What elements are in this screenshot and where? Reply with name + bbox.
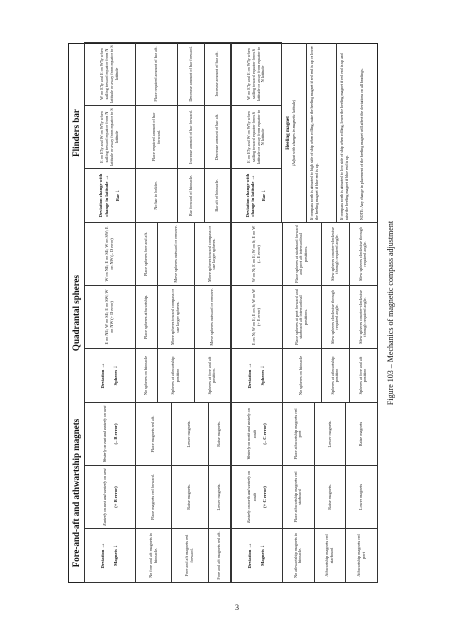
cell: Fore and aft magnets red forward.	[172, 529, 208, 583]
cell: Spheres at athwartship position	[321, 349, 349, 403]
arrow-down-icon: ↓	[260, 365, 266, 369]
fb2-header-label	[232, 169, 282, 223]
cell: Place spheres fore and aft.	[136, 223, 158, 286]
table-row	[136, 43, 178, 223]
cell: Spheres at fore and aft position.	[194, 349, 230, 403]
cell: Bar forward of binnacle.	[178, 169, 204, 223]
fb-col-2: W on E'ly and E on W'ly when sailing toward equator from N latitude or away from equator to S latitude	[85, 43, 136, 106]
page-number: 3	[235, 603, 239, 612]
divider	[336, 43, 337, 223]
cell: Raise magnets.	[314, 466, 346, 529]
fa-south-err: (– C error)	[262, 423, 268, 445]
cell: Place spheres at port forward and starboard aft intercardinal positions.	[283, 286, 322, 349]
q-col-d-minus: W on NE; E on SE; W on SW; E on NW (– D error)	[85, 223, 136, 286]
cell: Raise magnets.	[208, 403, 230, 466]
fa-col-south	[232, 403, 283, 466]
fa-south: Westerly on north and easterly on south	[247, 408, 257, 460]
cell: Place required amount of bar forward.	[136, 106, 178, 169]
heeling-block	[286, 45, 297, 221]
cell: Spheres at fore and aft position	[349, 349, 377, 403]
heeling-note-1: If compass north is attracted to high side of ship when rolling, raise the heeling magnet if red end is up or lower the heeling magnet if blue end is up.	[310, 46, 319, 220]
fa-c-magnets-label: Magnets	[260, 549, 265, 566]
fa-col-west	[85, 403, 136, 466]
arrow-down-icon: ↓	[260, 545, 266, 548]
table-row	[208, 403, 230, 583]
cell: No fore and aft magnets in binnacle.	[136, 529, 172, 583]
fb2-deviation-label: Deviation change with change in latitude	[244, 173, 256, 218]
arrow-right-icon: →	[250, 174, 257, 181]
cell: Move spheres toward compass or use larger spheres.	[158, 286, 194, 349]
cell: Lower magnets	[346, 466, 378, 529]
q-spheres-label: Spheres	[113, 369, 118, 386]
table-row	[283, 403, 315, 583]
cell: Slew spheres clockwise through required angle.	[349, 223, 377, 286]
fa-west-err: (– B error)	[112, 423, 118, 445]
table-row	[349, 223, 377, 403]
cell: Slew spheres counter-clockwise through required angle.	[349, 286, 377, 349]
cell: Raise magnets.	[172, 466, 208, 529]
cell: Bar aft of binnacle.	[204, 169, 230, 223]
table-row	[314, 403, 346, 583]
flinders-title: Flinders bar	[71, 109, 81, 157]
arrow-right-icon: →	[247, 362, 254, 369]
arrow-right-icon: →	[100, 362, 107, 369]
arrow-down-icon: ↓	[114, 189, 121, 193]
heeling-subtitle: (Adjust with changes in magnetic latitude)	[292, 99, 296, 167]
figure-caption: Figure 103 – Mechanics of magnetic compass adjustment	[386, 220, 395, 406]
cell: Place required amount of bar aft.	[136, 43, 178, 106]
cell: Place athwartship magnets red port	[283, 403, 315, 466]
cell: Place athwartship magnets red starboard	[283, 466, 315, 529]
fa-col-north	[232, 466, 283, 529]
heeling-note-2: If compass north is attracted to low side of ship when rolling, lower the heeling magnet if red end is up and raise the heeling magnet if blue end is up.	[340, 53, 349, 220]
table-row	[178, 43, 204, 223]
cell: Raise magnets	[346, 403, 378, 466]
fb-header-label	[85, 169, 136, 223]
cell: No athwartship magnets in binnacle.	[283, 529, 315, 583]
cell: No spheres on binnacle	[136, 349, 158, 403]
cell: Slew spheres counter-clockwise through required angle.	[321, 223, 349, 286]
cell: No bar in holder.	[136, 169, 178, 223]
q-e-deviation-label: Deviation	[247, 369, 253, 389]
cell: Spheres at athwartship position	[158, 349, 194, 403]
cell: Place spheres athwartship.	[136, 286, 158, 349]
cell: Decrease amount of bar forward.	[178, 43, 204, 106]
arrow-right-icon: →	[100, 542, 107, 549]
fa-c-header-label	[232, 529, 283, 583]
arrow-down-icon: ↓	[113, 365, 119, 369]
table-row	[194, 223, 230, 403]
fb-deviation-label: Deviation change with change in latitude	[98, 173, 109, 218]
q-col-e-minus: W on N; E on E; W on S; E on W (– E error)	[232, 223, 283, 286]
cell: No spheres on binnacle	[283, 349, 322, 403]
flinders-table	[84, 42, 231, 223]
fa-north-err: (+ C error)	[262, 486, 268, 508]
quadrantal-d-table	[84, 222, 231, 403]
cell: Athwartship magnets red starboard	[314, 529, 346, 583]
table-row	[283, 223, 322, 403]
fa-north: Easterly on north and westerly on south	[247, 471, 257, 523]
fa-col-east	[85, 466, 136, 529]
cell: Place magnets red aft.	[136, 403, 172, 466]
fb-bar-label: Bar	[114, 193, 120, 202]
fa-west: Westerly on east and easterly on west	[103, 405, 108, 463]
fa-magnets-label: Magnets	[113, 549, 118, 566]
quadrantal-title: Quadrantal spheres	[71, 274, 81, 352]
table-row	[204, 43, 230, 223]
fore-aft-title: Fore-and-aft and athwartship magnets	[71, 418, 81, 568]
fb2-col-2: W on E'ly and E on W'ly when sailing toward equator from S latitude or away from equator to N latitude	[232, 43, 282, 106]
table-row	[158, 223, 194, 403]
quadrantal-e-table	[231, 222, 378, 403]
divider	[306, 43, 307, 223]
q-header-label	[85, 349, 136, 403]
fb-col-1: E on E'ly and W on W'ly when sailing toward equator from N latitude or away from equator to S latitude	[85, 106, 136, 169]
table-row	[346, 403, 378, 583]
table-row	[321, 223, 349, 403]
cell: Place spheres at starboard forward and port aft intercardinal positions.	[283, 223, 322, 286]
fa-deviation-label: Deviation	[100, 549, 106, 569]
q-e-spheres-label: Spheres	[260, 369, 265, 386]
cell: Fore and aft magnets red aft.	[208, 529, 230, 583]
cell: Place magnets red forward.	[136, 466, 172, 529]
arrow-down-icon: ↓	[113, 545, 119, 548]
cell: Athwartship magnets red port	[346, 529, 378, 583]
cell: Decrease amount of bar aft.	[204, 106, 230, 169]
fa-header-label	[85, 529, 136, 583]
fa-c-deviation-label: Deviation	[247, 549, 253, 569]
arrow-right-icon: →	[247, 542, 254, 549]
fa-east: Easterly on east and westerly on west	[103, 468, 108, 526]
cell: Move spheres outward or remove.	[158, 223, 194, 286]
cell: Lower magnets.	[172, 403, 208, 466]
fore-aft-c-table	[231, 402, 378, 583]
cell: Move spheres outward or remove.	[194, 286, 230, 349]
cell: Increase amount of bar forward.	[178, 106, 204, 169]
q-e-header-label	[232, 349, 283, 403]
table-row	[136, 403, 172, 583]
cell: Increase amount of bar aft.	[204, 43, 230, 106]
q-col-d-plus: E on NE; W on SE; E on SW; W on NW (+ D error)	[85, 286, 136, 349]
table-row	[172, 403, 208, 583]
cell: Lower magnets.	[314, 403, 346, 466]
cell: Slew spheres clockwise through required angle.	[321, 286, 349, 349]
q-deviation-label: Deviation	[100, 369, 106, 389]
arrow-down-icon: ↓	[261, 189, 268, 193]
fb2-bar-label: Bar	[261, 193, 267, 202]
fore-aft-b-table	[84, 402, 231, 583]
flinders-header2	[231, 42, 282, 223]
heeling-title: Heeling magnet	[286, 116, 291, 150]
q-col-e-plus: E on N; W on E; E on S; W on W (+ E error)	[232, 286, 283, 349]
cell: Move spheres toward compass or use larger spheres.	[194, 223, 230, 286]
fb2-col-1: E on E'ly and W on W'ly when sailing toward equator from S latitude or away from equator to N latitude	[232, 106, 282, 169]
arrow-right-icon: →	[103, 174, 110, 181]
heeling-note-3: NOTE: Any change in placement of the heeling magnet will affect the deviations on all headings.	[360, 68, 364, 220]
table-row	[136, 223, 158, 403]
cell: Lower magnets.	[208, 466, 230, 529]
rotated-figure	[68, 43, 408, 583]
fa-east-err: (+ B error)	[112, 486, 118, 508]
